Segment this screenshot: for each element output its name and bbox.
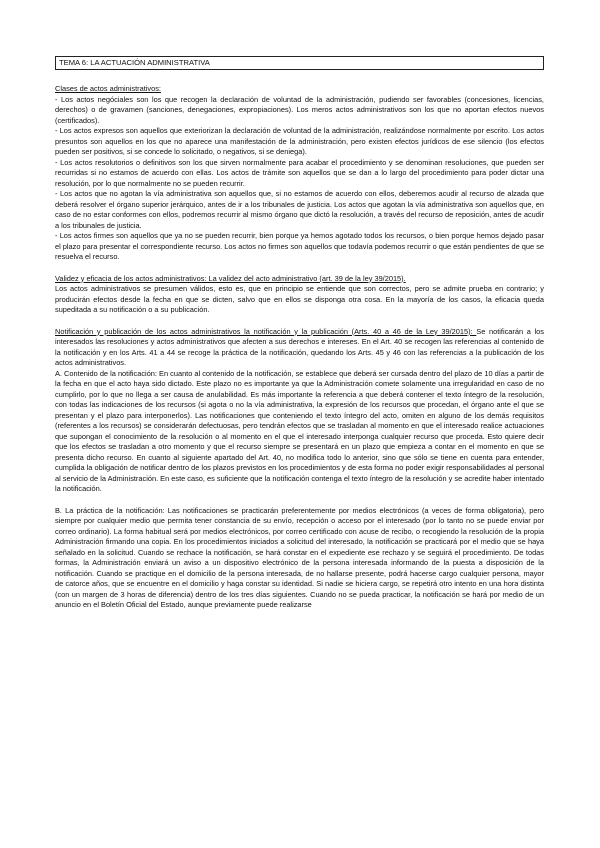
- clases-paragraph: - Los actos que no agotan la vía administrativa son aquellos que, si no estamos de acuerdo con ellos, deberemos acudir al recurso de alzada que deberá resolver el órgano superior jerárquico, antes de ir a los tribunales de justicia. Los actos que agotan la vía administrativa son aquellos que, en caso de no estar conformes con ellos, podremos recurrir al mismo órgano que dictó la resolución, a través del recurso de reposición, antes de acudir a los tribunales de justicia.: [55, 189, 544, 230]
- clases-paragraph: - Los actos firmes son aquellos que ya no se pueden recurrir, bien porque ya hemos agotado todos los recursos, o bien porque hemos dejado pasar el plazo para presentar el correspondiente recurso. Los actos no firmes son aquellos que todavía podemos recurrir o que están pendientes de que se resuelva el recurso.: [55, 231, 544, 261]
- validez-paragraph: Los actos administrativos se presumen válidos, esto es, que en principio se entiende que son correctos, pero se admite prueba en contrario; y producirán efectos desde la fecha en que se dicten, salvo que en ellos se disponga otra cosa. En la mayoría de los casos, la eficacia queda supeditada a su notificación o a su publicación.: [55, 284, 544, 314]
- validez-heading: Validez y eficacia de los actos administrativos: La validez del acto administrativo (art. 39 de la ley 39/2015).: [55, 273, 406, 283]
- notificacion-paragraph: [55, 327, 544, 369]
- notificacion-heading: Notificación y publicación de los actos administrativos la notificación y la publicación (Arts. 40 a 46 de la Ley 39/2015):: [55, 326, 477, 336]
- clases-paragraph: - Los actos resolutorios o definitivos son los que sirven normalmente para acabar el procedimiento y se denominan resoluciones, que pueden ser recurridas si no estamos de acuerdo con ellas. Los actos de trámite son aquellos que se dan a lo largo del procedimiento para poder dictar una resolución, por lo que normalmente no se pueden recurrir.: [55, 157, 544, 188]
- section-a-paragraph: A. Contenido de la notificación: En cuanto al contenido de la notificación, se establece que deberá ser cursada dentro del plazo de 10 días a partir de la fecha en que el acto haya sido dictado. Este plazo no es importante ya que la Administración comete solamente una irregularidad en caso de no cumplirlo, por lo que no llega a ser causa de anulabilidad. Es más importante la referencia a que deberá contener el texto íntegro de la resolución, con todas las indicaciones de los recursos (si agota o no la vía administrativa, la expresión de los recursos que procedan, el órgano ante el que se presentan y el plazo para interponerlos). Las notificaciones que conteniendo el texto íntegro del acto, omiten en alguno de los demás requisitos (referentes a los recursos) se considerarán defectuosas, pero tendrán efectos que se trasladan al momento en que el interesado realice actuaciones que supongan el conocimiento de la resolución o al momento en el que el interesado interponga cualquier recurso que proceda. Esto quiere decir que los efectos se trasladan a otro momento y que el recurso siempre se presentará en un plazo que empieza a contar en el momento en que se presenta dicho recurso. En cuanto al siguiente apartado del Art. 40, no modifica todo lo anterior, sino que sólo se tiene en cuenta para entender, cumplida la obligación de notificar dentro de los plazos previstos en los procedimientos y de esta forma no poder exigir responsabilidades al personal al servicio de la Administración. En este caso, es suficiente que la notificación contenga el texto íntegro de la resolución y se acredite haber intentado la notificación.: [55, 368, 544, 493]
- document-body: [55, 84, 544, 611]
- clases-paragraph: - Los actos expresos son aquellos que exteriorizan la declaración de voluntad de la administración, realizándose normalmente por escrito. Los actos presuntos son aquellos en los que no aparece una manifestación de la administración, pero existen efectos jurídicos de ese silencio (los efectos pueden ser positivos, si se concede lo solicitado, o negativos, si se deniega).: [55, 126, 544, 156]
- clases-paragraph: - Los actos negóciales son los que recogen la declaración de voluntad de la administración, pudiendo ser favorables (concesiones, licencias, derechos) o de gravamen (sanciones, denegaciones, expropiaciones). Los meros actos administrativos son los que no aportan efectos nuevos (certificados).: [55, 94, 544, 125]
- notificacion-intro: Se notificarán a los interesados las resoluciones y actos administrativos que afecten a sus derechos e intereses. En el Art. 40 se recogen las referencias al contenido de la notificación y en los Arts. 41 a 44 se recoge la práctica de la notificación, quedando los Arts. 45 y 46 con las referencias a la publicación de los actos administrativos.: [55, 326, 544, 367]
- clases-heading: Clases de actos administrativos:: [55, 84, 161, 93]
- section-b-paragraph: B. La práctica de la notificación: Las notificaciones se practicarán preferentemente por medios electrónicos (a veces de forma obligatoria), pero siempre por cualquier medio que permita tener constancia de su envío, recepción o acceso por el interesado (por lo tanto no se puede enviar por correo ordinario). La forma habitual será por medios electrónicos, por correo certificado con acuse de recibo, o recogiendo la resolución de la propia Administración firmando una copia. En los procedimientos iniciados a solicitud del interesado, la notificación se practicará por el medio que se haya señalado en la solicitud. Cuando se rechace la notificación, se hará constar en el expediente ese rechazo y se seguirá el procedimiento. De todas formas, la Administración enviará un aviso a un dispositivo electrónico de la persona interesada informando de la puesta a disposición de la notificación. Cuando se practique en el domicilio de la persona interesada, de no hallarse presente, podrá hacerse cargo cualquier persona, mayor de catorce años, que se encuentre en el domicilio y haga constar su identidad. Si nadie se hiciera cargo, se repetirá otro intento en una hora distinta (con un margen de 3 horas de diferencia) dentro de los tres días siguientes. Cuando no se pueda practicar, la notificación se hará por medio de un anuncio en el Boletín Oficial del Estado, aunque previamente puede realizarse: [55, 505, 544, 609]
- page-title: TEMA 6: LA ACTUACIÓN ADMINISTRATIVA: [55, 56, 544, 70]
